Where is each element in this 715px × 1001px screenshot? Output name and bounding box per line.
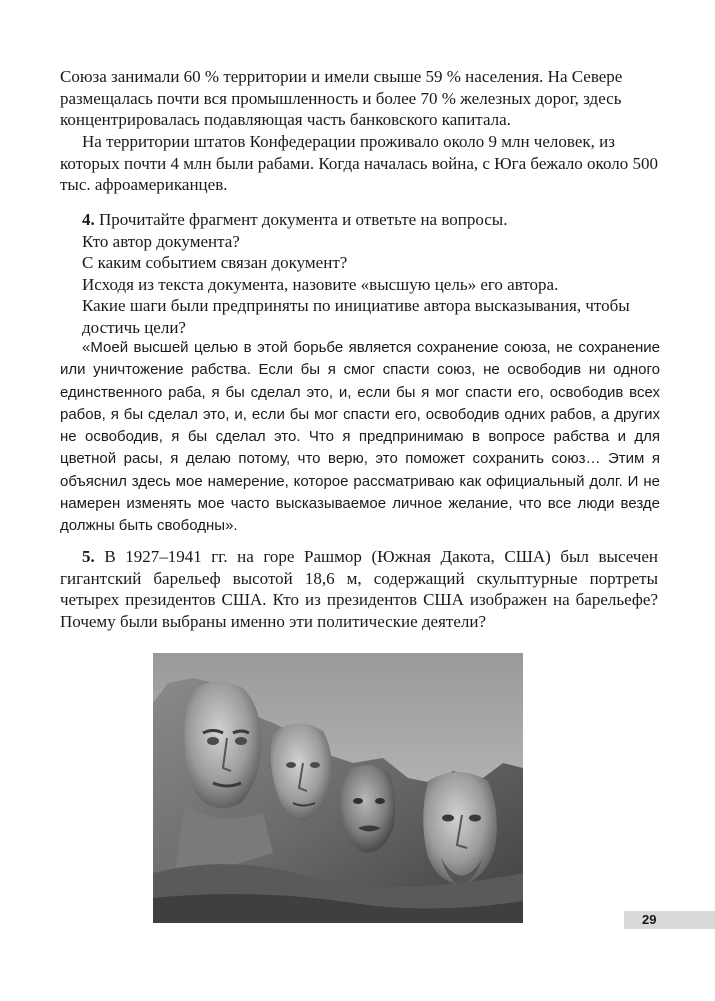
task-4-question: Кто автор документа? bbox=[82, 231, 240, 251]
page-number: 29 bbox=[642, 912, 657, 927]
task-4-question: Какие шаги были предприняты по инициативе автора высказывания, чтобы достичь цели? bbox=[82, 296, 630, 337]
paragraph-confederacy-population: На территории штатов Конфедерации проживало около 9 млн человек, из которых почти 4 млн были рабами. Когда началась война, с Юга бежало около 500 тыс. афроамериканцев. bbox=[60, 132, 658, 194]
task-4-number: 4. bbox=[82, 210, 95, 229]
task-4-question: Исходя из текста документа, назовите «высшую цель» его автора. bbox=[82, 274, 559, 294]
task-4-question: С каким событием связан документ? bbox=[82, 253, 348, 272]
mount-rushmore-photo bbox=[153, 653, 523, 923]
task-5-text: В 1927–1941 гг. на горе Рашмор (Южная Дакота, США) был высечен гигантский барельеф высотой 18,6 м, содержащий скульптурные портреты четырех президентов США. Кто из президентов США изображен на барельефе? Почему были выбраны именно эти политические деятели? bbox=[60, 547, 659, 631]
task-4 bbox=[60, 209, 658, 338]
page-number-tab bbox=[624, 911, 715, 929]
mount-rushmore-illustration bbox=[153, 653, 523, 923]
task-5-number: 5. bbox=[82, 547, 95, 566]
paragraph-union-statistics: Союза занимали 60 % территории и имели свыше 59 % населения. На Севере размещалась почти вся промышленность и более 70 % железных дорог, здесь концентрировалась подавляющая часть банковского капитала. bbox=[60, 67, 623, 129]
task-4-intro: Прочитайте фрагмент документа и ответьте на вопросы. bbox=[99, 210, 508, 229]
task-5 bbox=[60, 546, 658, 632]
task-4-heading bbox=[60, 209, 658, 231]
document-quote: «Моей высшей целью в этой борьбе является сохранение союза, не сохранение или уничтожение рабства. Если бы я смог спасти союз, не освободив ни одного единственного раба, я бы сделал это, и, если бы я мог спасти его, освободив всех рабов, я бы сделал это, и, если бы мог спасти его, освободив одних рабов, а других не освободив, я бы сделал это. Что я предпринимаю в вопросе рабства и для цветной расы, я делаю потому, что верю, это поможет сохранить союз… Этим я объяснил здесь мое намерение, которое рассматриваю как официальный долг. И не намерен изменять мое часто высказываемое личное желание, что все люди везде должны быть свободны». bbox=[60, 339, 660, 535]
